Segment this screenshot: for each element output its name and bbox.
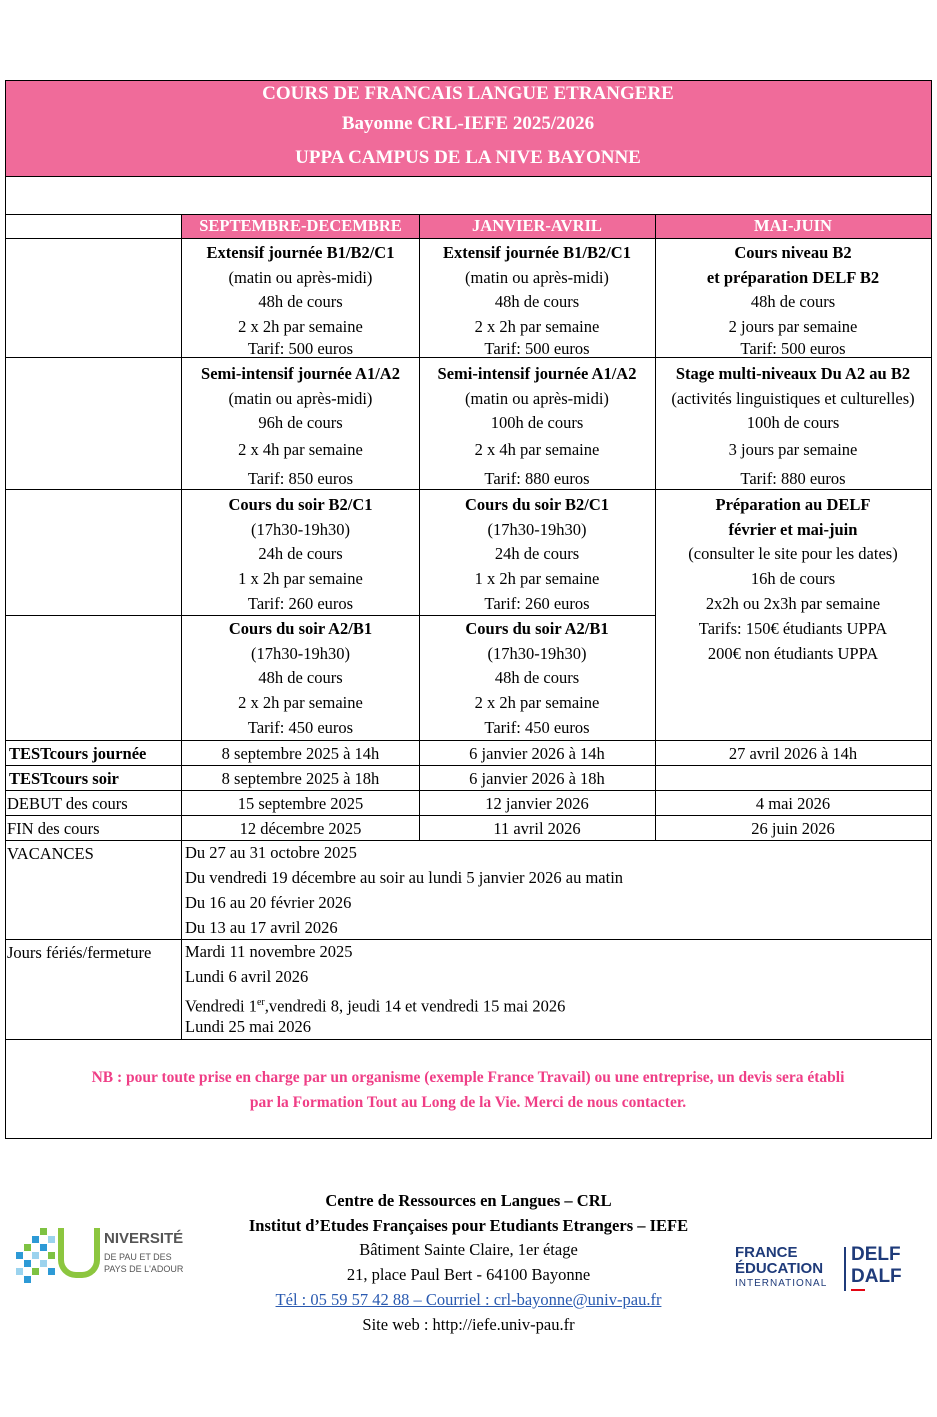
r2-c2-line: 100h de cours	[490, 413, 584, 432]
r1-c3-subtitle: et préparation DELF B2	[706, 268, 880, 287]
r4-c1-line: 48h de cours	[258, 668, 343, 687]
dalf-text: DALF	[851, 1266, 902, 1287]
r1-c3-line: 48h de cours	[750, 292, 836, 311]
r1-c2-line: (matin ou après-midi)	[465, 268, 609, 287]
uppa-name: NIVERSITÉ	[104, 1230, 184, 1247]
r2-c2-line: (matin ou après-midi)	[465, 389, 609, 408]
title-line2: Bayonne CRL-IEFE 2025/2026	[341, 113, 595, 134]
feries-label: Jours fériés/fermeture	[7, 943, 152, 962]
r2-c1-line: 2 x 4h par semaine	[238, 440, 363, 459]
test-journee-label: TESTcours journée	[9, 744, 147, 763]
r3-c2-line: 1 x 2h par semaine	[474, 569, 600, 588]
r3-c2-line: (17h30-19h30)	[487, 520, 587, 539]
r1-c1-line: (matin ou après-midi)	[228, 268, 373, 287]
footer-line3: Bâtiment Sainte Claire, 1er étage	[359, 1240, 578, 1259]
feries-line: Lundi 25 mai 2026	[185, 1017, 312, 1036]
uppa-subtitle: PAYS DE L'ADOUR	[104, 1264, 184, 1274]
test-soir-c1: 8 septembre 2025 à 18h	[221, 769, 380, 788]
r1-c2-line: 48h de cours	[494, 292, 580, 311]
footer-line4: 21, place Paul Bert - 64100 Bayonne	[346, 1265, 591, 1284]
r3-c1-line: 24h de cours	[258, 544, 343, 563]
r4-c1-price: Tarif: 450 euros	[247, 718, 354, 737]
r3-c1-title: Cours du soir B2/C1	[228, 495, 373, 514]
feries-line3-sup: er	[256, 997, 265, 1008]
r2-c1-line: 96h de cours	[258, 413, 343, 432]
feries-line	[185, 993, 565, 1017]
uppa-subtitle: DE PAU ET DES	[104, 1252, 172, 1262]
r3-c3-line: (consulter le site pour les dates)	[688, 544, 898, 563]
r1-c2-title: Extensif journée B1/B2/C1	[443, 243, 631, 262]
footer-line2: Institut d’Etudes Françaises pour Etudiants Etrangers – IEFE	[248, 1216, 689, 1235]
r1-c2-line: 2 x 2h par semaine	[474, 317, 600, 336]
r2-c3-line: (activités linguistiques et culturelles)	[671, 389, 915, 408]
r3-c3-price: Tarifs: 150€ étudiants UPPA	[698, 619, 888, 638]
fin-c2: 11 avril 2026	[493, 819, 581, 838]
r2-c3-line: 100h de cours	[746, 413, 840, 432]
r2-c1-line: (matin ou après-midi)	[228, 389, 373, 408]
footer-web: Site web : http://iefe.univ-pau.fr	[362, 1315, 575, 1334]
r4-c1-line: 2 x 2h par semaine	[238, 693, 363, 712]
feries-line3-post: ,vendredi 8, jeudi 14 et vendredi 15 mai 2026	[264, 996, 566, 1016]
vacances-label: VACANCES	[7, 844, 94, 863]
test-journee-c1: 8 septembre 2025 à 14h	[221, 744, 380, 763]
vacances-line: Du 16 au 20 février 2026	[185, 893, 352, 912]
title-line3: UPPA CAMPUS DE LA NIVE BAYONNE	[295, 147, 641, 168]
r2-c3-line: 3 jours par semaine	[728, 440, 858, 459]
feries-line: Mardi 11 novembre 2025	[185, 942, 353, 961]
r1-c3-line: 2 jours par semaine	[728, 317, 858, 336]
r2-c3-title: Stage multi-niveaux Du A2 au B2	[675, 364, 911, 383]
fin-c1: 12 décembre 2025	[239, 819, 362, 838]
vacances-line: Du 27 au 31 octobre 2025	[185, 843, 357, 862]
r4-c1-line: (17h30-19h30)	[251, 644, 350, 663]
title-line1: COURS DE FRANCAIS LANGUE ETRANGERE	[262, 83, 674, 104]
r4-c2-line: 48h de cours	[494, 668, 580, 687]
r3-c3-price: 200€ non étudiants UPPA	[707, 644, 879, 663]
fin-label: FIN des cours	[7, 819, 100, 838]
fei-line: FRANCE	[735, 1244, 798, 1261]
r1-c2-price: Tarif: 500 euros	[484, 339, 590, 358]
r1-c1-line: 2 x 2h par semaine	[238, 317, 363, 336]
test-journee-c2: 6 janvier 2026 à 14h	[469, 744, 605, 763]
r2-c2-title: Semi-intensif journée A1/A2	[437, 364, 637, 383]
delf-text: DELF	[851, 1244, 901, 1265]
feries-line3-pre: Vendredi 1	[185, 996, 257, 1016]
fin-c3: 26 juin 2026	[751, 819, 835, 838]
debut-c3: 4 mai 2026	[755, 794, 831, 813]
debut-c2: 12 janvier 2026	[485, 794, 589, 813]
r3-c2-price: Tarif: 260 euros	[484, 594, 590, 613]
uppa-logo	[12, 1220, 202, 1290]
r1-c1-line: 48h de cours	[258, 292, 343, 311]
r2-c2-line: 2 x 4h par semaine	[474, 440, 600, 459]
fei-delf-logo	[735, 1245, 925, 1295]
r4-c2-price: Tarif: 450 euros	[484, 718, 590, 737]
nb-line2: par la Formation Tout au Long de la Vie. Merci de nous contacter.	[249, 1094, 687, 1111]
r3-c3-line: 16h de cours	[750, 569, 836, 588]
vacances-line: Du vendredi 19 décembre au soir au lundi 5 janvier 2026 au matin	[185, 868, 624, 887]
r1-c3-price: Tarif: 500 euros	[740, 339, 846, 358]
contact-link[interactable]: Tél : 05 59 57 42 88 – Courriel : crl-bayonne@univ-pau.fr	[275, 1290, 662, 1309]
r1-c1-title: Extensif journée B1/B2/C1	[206, 243, 395, 262]
r2-c1-price: Tarif: 850 euros	[247, 469, 354, 488]
uppa-u-letter	[58, 1228, 100, 1278]
r4-c1-title: Cours du soir A2/B1	[228, 619, 373, 638]
fei-line: INTERNATIONAL	[735, 1278, 828, 1289]
test-journee-c3: 27 avril 2026 à 14h	[728, 744, 858, 763]
r1-c1-price: Tarif: 500 euros	[247, 339, 354, 358]
r3-c1-line: (17h30-19h30)	[251, 520, 350, 539]
debut-label: DEBUT des cours	[7, 794, 128, 813]
r3-c3-subtitle: février et mai-juin	[728, 520, 858, 539]
r3-c3-title: Préparation au DELF	[715, 495, 871, 514]
footer-line1: Centre de Ressources en Langues – CRL	[325, 1191, 612, 1210]
nb-line1: NB : pour toute prise en charge par un organisme (exemple France Travail) ou une entreprise, un devis sera établi	[91, 1069, 845, 1086]
r2-c2-price: Tarif: 880 euros	[484, 469, 590, 488]
debut-c1: 15 septembre 2025	[237, 794, 364, 813]
r3-c2-line: 24h de cours	[494, 544, 580, 563]
column-header-jan-avr: JANVIER-AVRIL	[472, 216, 602, 235]
r3-c1-price: Tarif: 260 euros	[247, 594, 354, 613]
r2-c1-title: Semi-intensif journée A1/A2	[201, 364, 400, 383]
r1-c3-title: Cours niveau B2	[734, 243, 852, 262]
feries-line: Lundi 6 avril 2026	[185, 967, 309, 986]
r4-c2-line: 2 x 2h par semaine	[474, 693, 600, 712]
r3-c1-line: 1 x 2h par semaine	[238, 569, 363, 588]
fei-line: ÉDUCATION	[735, 1260, 824, 1277]
fei-divider	[844, 1247, 846, 1291]
delf-red-accent	[851, 1289, 865, 1291]
test-soir-label: TESTcours soir	[9, 769, 119, 788]
column-header-mai-juin: MAI-JUIN	[754, 216, 832, 235]
test-soir-c2: 6 janvier 2026 à 18h	[469, 769, 605, 788]
r3-c2-title: Cours du soir B2/C1	[464, 495, 610, 514]
r4-c2-line: (17h30-19h30)	[487, 644, 587, 663]
r4-c2-title: Cours du soir A2/B1	[465, 619, 609, 638]
r2-c3-price: Tarif: 880 euros	[740, 469, 846, 488]
column-header-sep-dec: SEPTEMBRE-DECEMBRE	[199, 216, 402, 235]
vacances-line: Du 13 au 17 avril 2026	[185, 918, 338, 937]
r3-c3-line: 2x2h ou 2x3h par semaine	[705, 594, 881, 613]
